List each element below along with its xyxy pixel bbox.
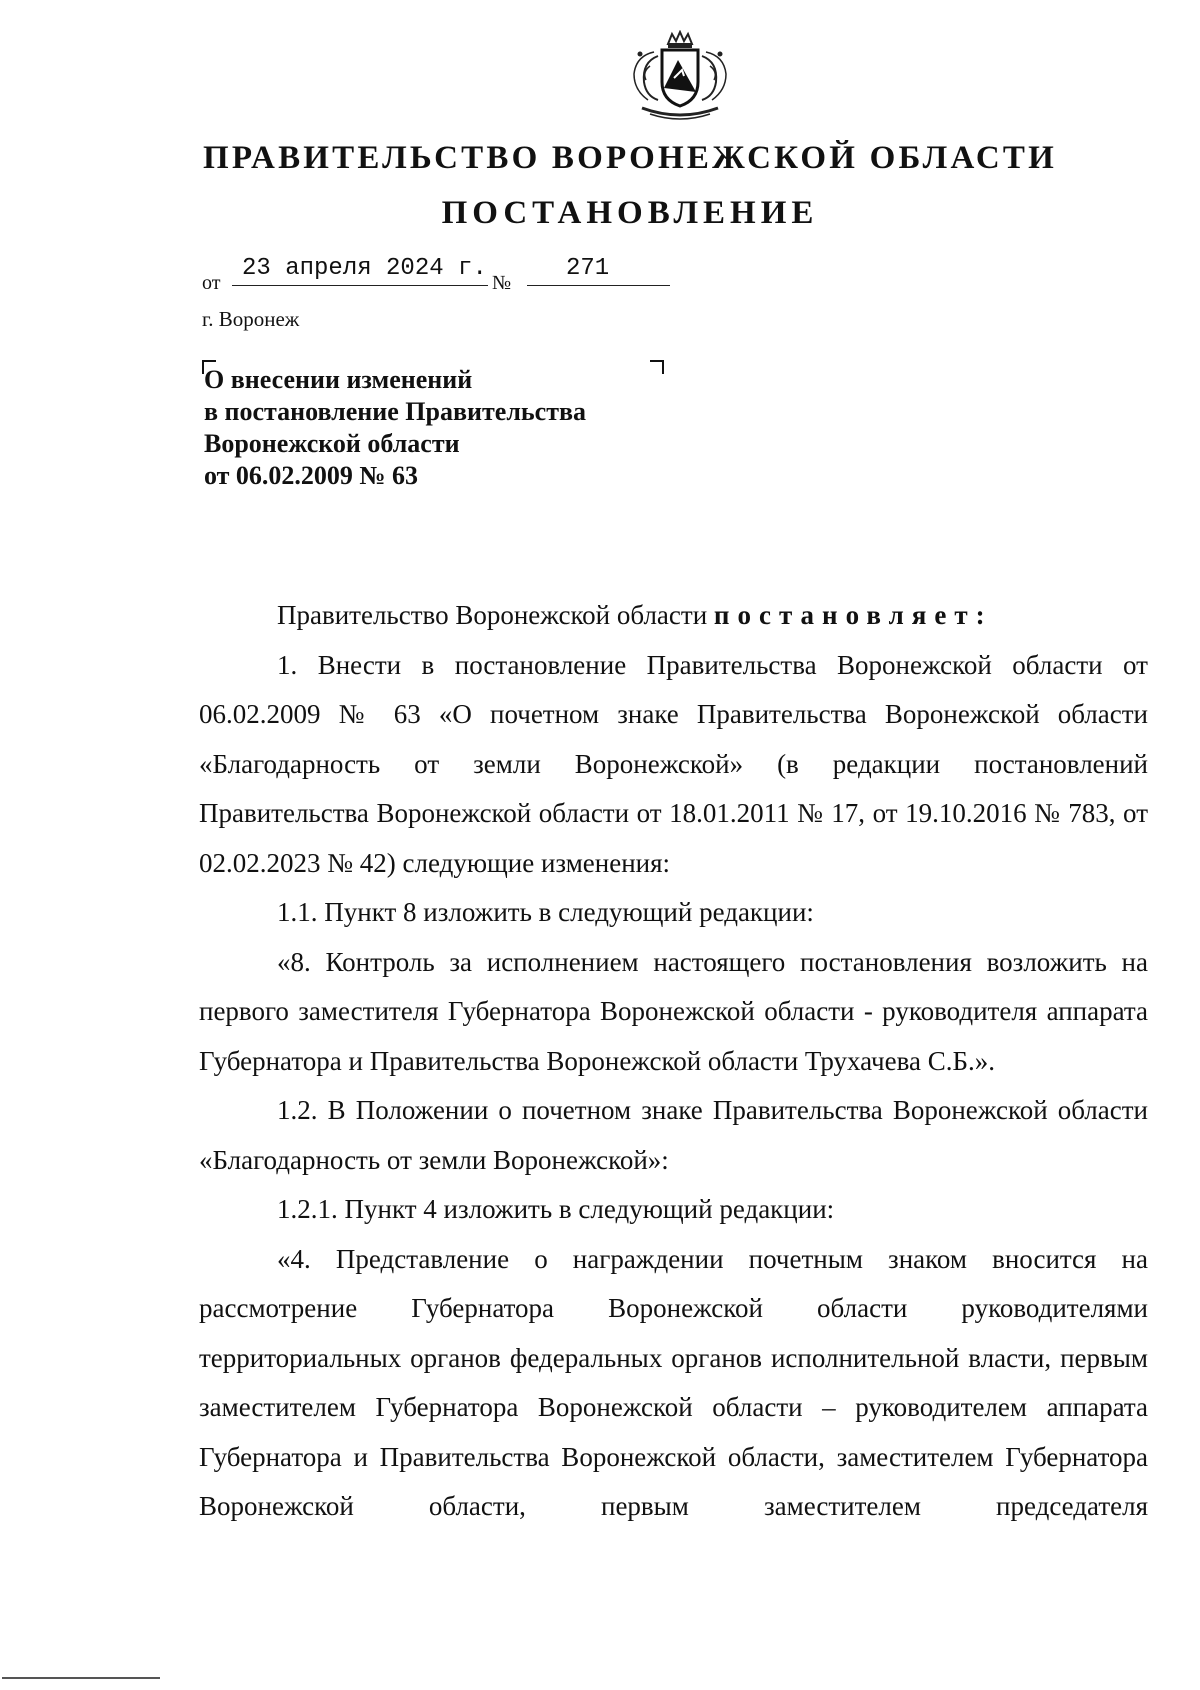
number-prefix: № xyxy=(492,272,512,294)
preamble-paragraph xyxy=(199,591,1148,641)
subject-line: Воронежской области xyxy=(204,429,460,458)
body-paragraph: 1.1. Пункт 8 изложить в следующий редакции: xyxy=(277,897,814,927)
preamble-text: Правительство Воронежской области xyxy=(277,600,708,630)
document-subject xyxy=(204,364,586,492)
body-paragraph: «8. Контроль за исполнением настоящего постановления возложить на первого заместителя Губернатора Воронежской области - руководителя аппарата Губернатора и Правительства Воронежской области Трухачева С.Б.». xyxy=(199,946,1148,1076)
body-paragraph: 1.2. В Положении о почетном знаке Правительства Воронежской области «Благодарность от земли Воронежской»: xyxy=(199,1095,1148,1175)
organization-title: ПРАВИТЕЛЬСТВО ВОРОНЕЖСКОЙ ОБЛАСТИ xyxy=(203,140,1057,176)
body-paragraph: 1.2.1. Пункт 4 изложить в следующий редакции: xyxy=(277,1194,835,1224)
subject-line: от 06.02.2009 № 63 xyxy=(204,461,419,490)
body-paragraph: «4. Представление о награждении почетным знаком вносится на рассмотрение Губернатора Воронежской области руководителями территориальных органов федеральных органов исполнительной власти, первым заместителем Губернатора Воронежской области – руководителем аппарата Губернатора и Правительства Воронежской области, заместителем Губернатора Воронежской области, первым заместителем председателя xyxy=(199,1243,1148,1521)
preamble-verb: постановляет: xyxy=(713,600,993,630)
subject-line: О внесении изменений xyxy=(204,365,473,394)
document-number: 271 xyxy=(566,255,610,282)
document-date: 23 апреля 2024 г. xyxy=(242,255,487,282)
document-type-title: ПОСТАНОВЛЕНИЕ xyxy=(441,195,819,231)
footer-rule xyxy=(2,1677,160,1679)
date-number-line xyxy=(202,255,682,295)
number-underline xyxy=(527,285,670,286)
subject-bracket-right xyxy=(650,360,664,374)
subject-line: в постановление Правительства xyxy=(204,397,587,426)
document-body xyxy=(199,591,1148,1532)
city-name: г. Воронеж xyxy=(202,307,300,331)
date-prefix: от xyxy=(202,272,221,294)
coat-of-arms-icon xyxy=(628,30,732,122)
date-underline xyxy=(232,285,488,286)
body-paragraph: 1. Внести в постановление Правительства Воронежской области от 06.02.2009 № 63 «О почетном знаке Правительства Воронежской области «Благодарность от земли Воронежской» (в редакции постановлений Правительства Воронежской области от 18.01.2011 № 17, от 19.10.2016 № 783, от 02.02.2023 № 42) следующие изменения: xyxy=(199,649,1148,878)
